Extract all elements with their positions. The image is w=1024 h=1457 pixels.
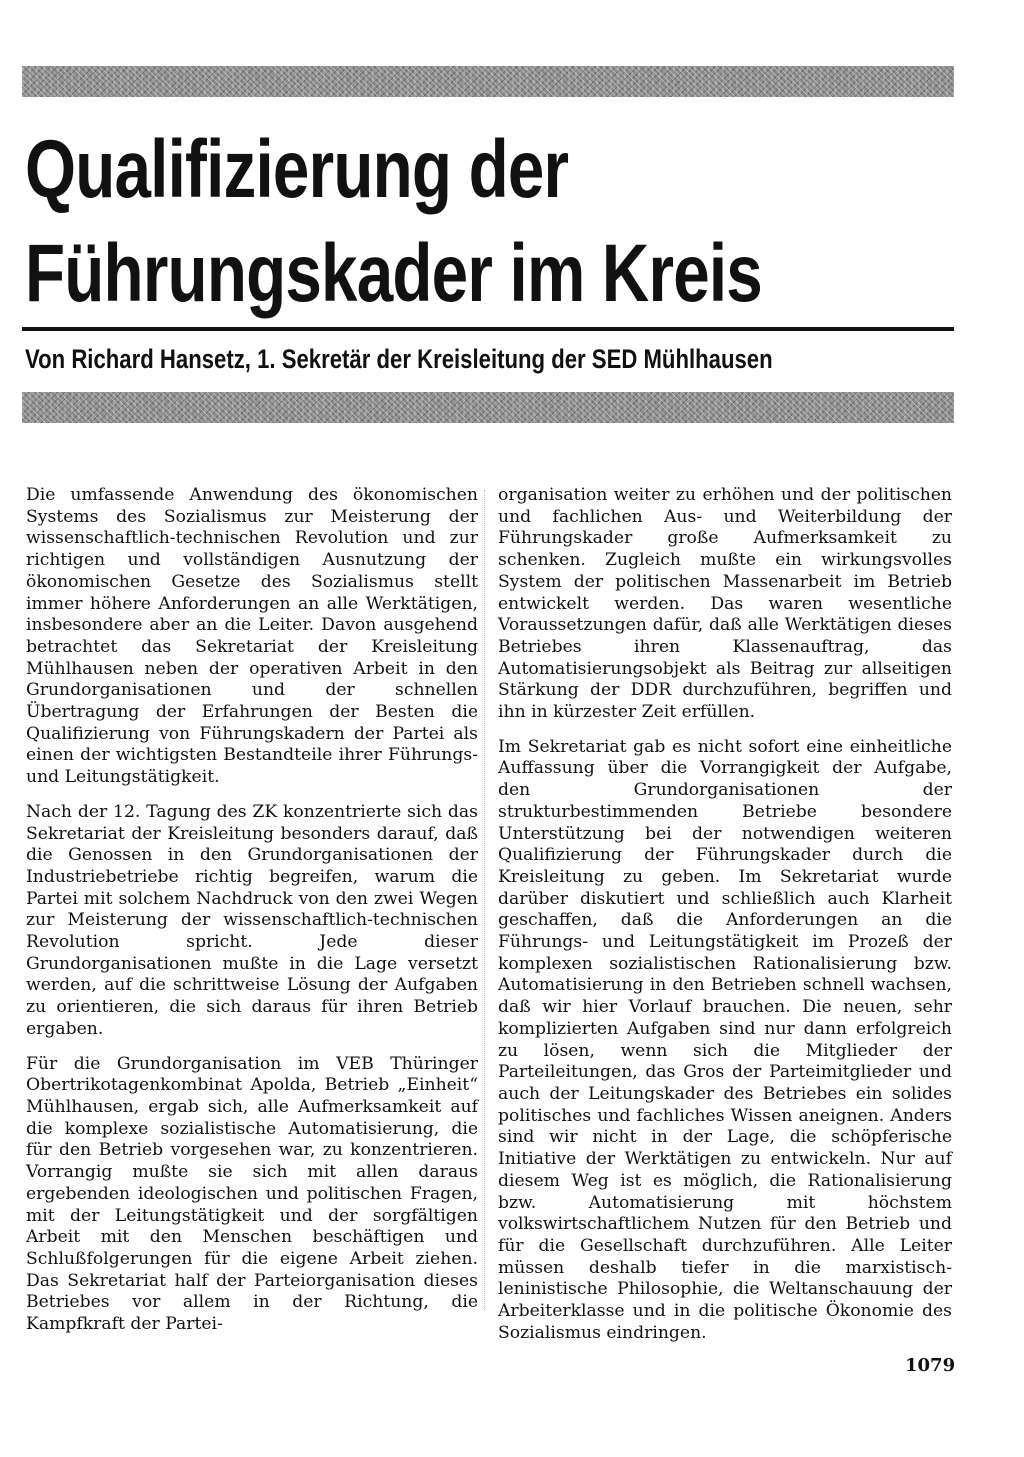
paragraph-4: Im Sekretariat gab es nicht sofort eine einheitliche Auffassung über die Vorrangigkeit der Aufgabe, den Grundorganisationen der strukturbestimmenden Betriebe besondere Unterstützung bei der notwendigen weiteren Qualifizierung der Führungskader durch die Kreisleitung zu geben. Im Sekretariat wurde darüber diskutiert und schließlich auch Klarheit geschaffen, daß die Anforderungen an die Führungs- und Leitungstätigkeit im Prozeß der komplexen sozialistischen Rationalisierung bzw. Automatisierung in den Betrieben schnell wachsen, daß wir hier Vorlauf brauchen. Die neuen, sehr komplizierten Aufgaben sind nur dann erfolgreich zu lösen, wenn sich die Mitglieder der Parteileitungen, das Gros der Parteimitglieder und auch der Leitungskader des Betriebes ein solides politisches und fachliches Wissen aneignen. Anders sind wir nicht in der Lage, die schöpferische Initiative der Werktätigen zu entwickeln. Nur auf diesem Weg ist es möglich, die Rationalisierung bzw. Automatisierung mit höchstem volkswirtschaftlichem Nutzen für den Betrieb und für die Gesellschaft durchzuführen. Alle Leiter müssen deshalb tiefer in die marxistisch-leninistische Philosophie, die Weltanschauung der Arbeiterklasse und in die politische Ökonomie des Sozialismus eindringen. (498, 736, 952, 1343)
paragraph-3-end (498, 485, 952, 724)
article-title (25, 118, 773, 326)
byline-texture-bar (22, 392, 954, 423)
paragraph-3-part-1: Für die Grundorganisation im VEB Thüringer Obertrikotagenkombinat Apolda, Betrieb „Einheit“ Mühlhausen, ergab sich, alle Aufmerksamkeit auf die komplexe sozialistische Automatisierung, die für den Betrieb vorgesehen war, zu konzentrieren. Vorrangig mußte sie sich mit allen daraus ergebenden ideologischen und politischen Fragen, mit der Leitungstätigkeit und der sorgfältigen Arbeit mit den Menschen beschäftigen und Schlußfolgerungen für die eigene Arbeit ziehen. Das Sekretariat half der Parteiorganisation dieses Betriebes vor allem in der Richtung, die Kampfkraft der Partei- (26, 1053, 478, 1335)
paragraph-2: Nach der 12. Tagung des ZK konzentrierte sich das Sekretariat der Kreisleitung besonders darauf, daß die Genossen in den Grundorganisationen der Industriebetriebe richtig begreifen, warum die Partei mit solchem Nachdruck von den zwei Wegen zur Meisterung der wissenschaftlich-technischen Revolution spricht. Jede dieser Grundorganisationen mußte in die Lage versetzt werden, auf die schrittweise Lösung der Aufgaben zu orientieren, die sich daraus für ihren Betrieb ergaben. (26, 801, 478, 1039)
column-right (498, 485, 952, 1357)
title-line-1: Qualifizierung der (25, 124, 569, 215)
page-number: 1079 (905, 1355, 956, 1376)
column-left (26, 485, 478, 1349)
paragraph-3-start (26, 1054, 478, 1336)
title-line-2: Führungskader im Kreis (25, 228, 762, 319)
title-rule (22, 327, 954, 331)
byline: Von Richard Hansetz, 1. Sekretär der Kreisleitung der SED Mühlhausen (25, 344, 773, 374)
paragraph-3-part-2: organisation weiter zu erhöhen und der politischen und fachlichen Aus- und Weiterbildung der Führungskader große Aufmerksamkeit zu schenken. Zugleich mußte ein wirkungsvolles System der politischen Massenarbeit im Betrieb entwickelt werden. Das waren wesentliche Voraussetzungen dafür, daß alle Werktätigen dieses Betriebes ihren Klassenauftrag, das Automatisierungsobjekt als Beitrag zur allseitigen Stärkung der DDR durchzuführen, begriffen und ihn in kürzester Zeit erfüllen. (498, 485, 952, 723)
paragraph-1: Die umfassende Anwendung des ökonomischen Systems des Sozialismus zur Meisterung der wissenschaftlich-technischen Revolution und zur richtigen und vollständigen Ausnutzung der ökonomischen Gesetze des Sozialismus stellt immer höhere Anforderungen an alle Werktätigen, insbesondere aber an die Leiter. Davon ausgehend betrachtet das Sekretariat der Kreisleitung Mühlhausen neben der operativen Arbeit in den Grundorganisationen und der schnellen Übertragung der Erfahrungen der Besten die Qualifizierung von Führungskadern der Partei als einen der wichtigsten Bestandteile ihrer Führungs- und Leitungstätigkeit. (26, 485, 478, 788)
column-divider (484, 490, 485, 1310)
header-texture-bar (22, 66, 954, 97)
